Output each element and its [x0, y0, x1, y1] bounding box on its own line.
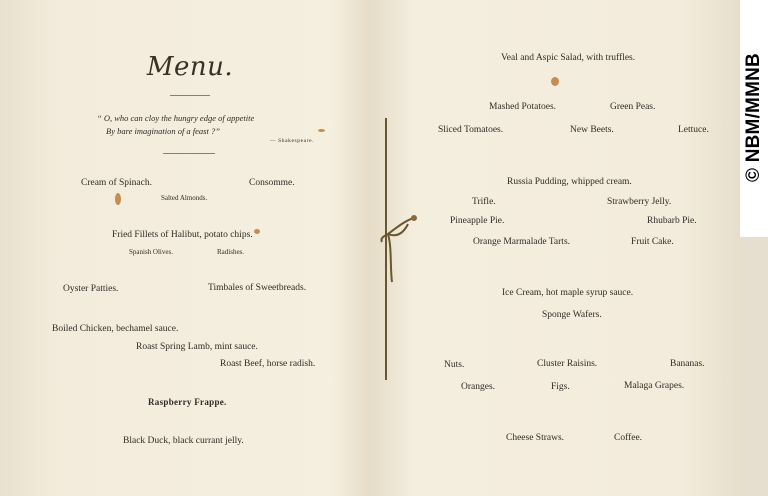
edge-margin: [740, 237, 768, 496]
course-russia-pudding: Russia Pudding, whipped cream.: [507, 177, 632, 187]
course-boiled-chicken: Boiled Chicken, bechamel sauce.: [52, 324, 179, 334]
course-marmalade-tarts: Orange Marmalade Tarts.: [473, 237, 571, 247]
course-bananas: Bananas.: [670, 359, 705, 369]
course-figs: Figs.: [551, 382, 570, 392]
course-cluster-raisins: Cluster Raisins.: [537, 359, 598, 369]
course-raspberry-frappe: Raspberry Frappe.: [148, 397, 227, 407]
course-lettuce: Lettuce.: [678, 125, 709, 135]
course-fruit-cake: Fruit Cake.: [631, 237, 674, 247]
course-spanish-olives: Spanish Olives.: [129, 248, 173, 256]
quote-attribution: — Shakespeare.: [270, 138, 315, 144]
quote-line-1: “ O, who can cloy the hungry edge of appetite: [97, 113, 255, 123]
course-sponge-wafers: Sponge Wafers.: [542, 310, 602, 320]
course-cream-spinach: Cream of Spinach.: [81, 178, 152, 188]
title-divider: [170, 95, 210, 96]
course-trifle: Trifle.: [472, 197, 496, 207]
menu-title: Menu.: [146, 52, 234, 82]
course-radishes: Radishes.: [217, 248, 245, 256]
course-black-duck: Black Duck, black currant jelly.: [123, 436, 244, 446]
stain-spot: [254, 229, 260, 234]
course-new-beets: New Beets.: [570, 125, 614, 135]
course-mashed-potatoes: Mashed Potatoes.: [489, 102, 557, 112]
course-rhubarb-pie: Rhubarb Pie.: [647, 216, 697, 226]
quote-divider: [163, 153, 215, 154]
course-roast-beef: Roast Beef, horse radish.: [220, 359, 316, 369]
course-green-peas: Green Peas.: [610, 102, 656, 112]
course-salted-almonds: Salted Almonds.: [161, 194, 208, 202]
course-coffee: Coffee.: [614, 433, 643, 443]
stain-spot: [551, 77, 559, 86]
stain-spot: [115, 193, 121, 205]
course-malaga-grapes: Malaga Grapes.: [624, 381, 685, 391]
course-halibut: Fried Fillets of Halibut, potato chips.: [112, 230, 253, 240]
course-oyster-patties: Oyster Patties.: [63, 284, 119, 294]
watermark-text: © NBM/MMNB: [743, 53, 764, 182]
course-timbales: Timbales of Sweetbreads.: [208, 283, 307, 293]
course-oranges: Oranges.: [461, 382, 496, 392]
course-pineapple-pie: Pineapple Pie.: [450, 216, 505, 226]
course-nuts: Nuts.: [444, 360, 465, 370]
course-veal-salad: Veal and Aspic Salad, with truffles.: [501, 53, 636, 63]
course-cheese-straws: Cheese Straws.: [506, 433, 565, 443]
course-sliced-tomatoes: Sliced Tomatoes.: [438, 125, 504, 135]
course-ice-cream: Ice Cream, hot maple syrup sauce.: [502, 288, 634, 298]
course-strawberry-jelly: Strawberry Jelly.: [607, 197, 672, 207]
quote-line-2: By bare imagination of a feast ?”: [106, 126, 220, 136]
course-consomme: Consomme.: [249, 178, 295, 188]
right-page: [388, 0, 740, 496]
course-roast-lamb: Roast Spring Lamb, mint sauce.: [136, 342, 258, 352]
stain-spot: [318, 129, 325, 132]
copyright-watermark: [740, 0, 768, 237]
